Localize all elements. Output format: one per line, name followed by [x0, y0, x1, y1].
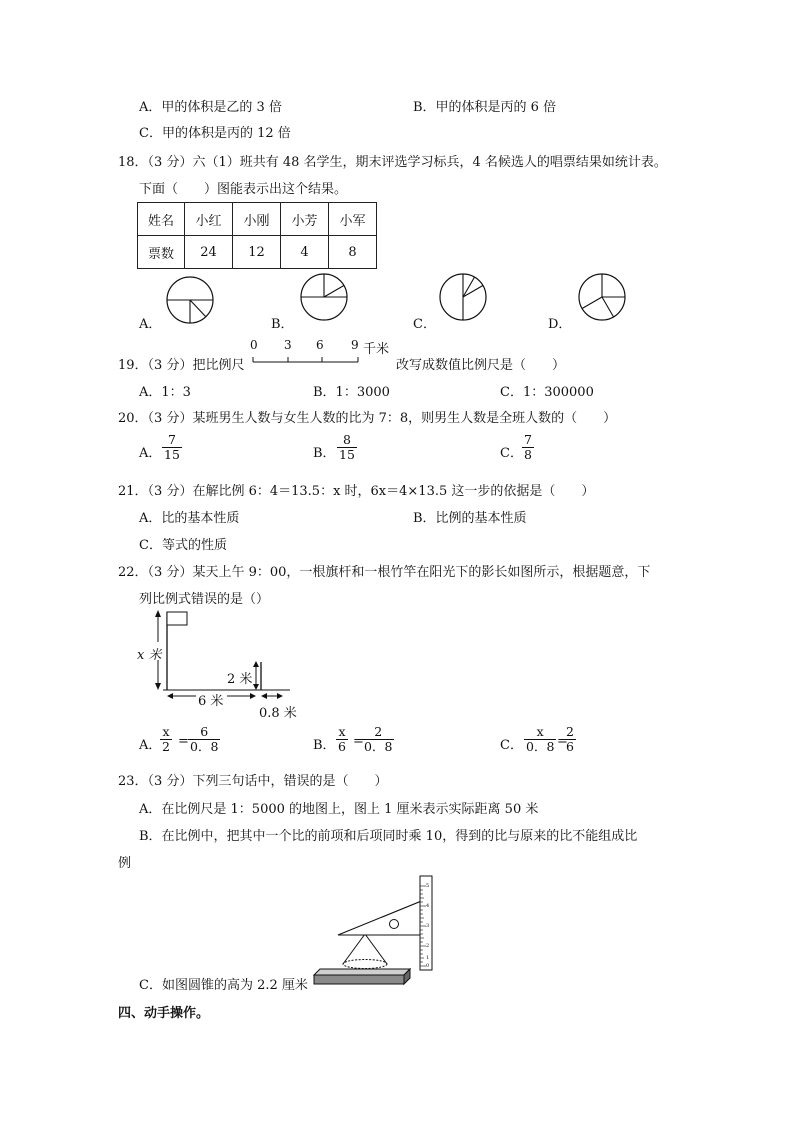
- denominator: 15: [164, 447, 180, 462]
- q22-option-b-left-fraction: [336, 725, 348, 754]
- denominator: 6: [566, 739, 574, 754]
- denominator: 0．8: [526, 739, 555, 754]
- q23-option-b: B．在比例中，把其中一个比的前项和后项同时乘 10，得到的比与原来的比不能组成比: [139, 829, 638, 844]
- table-cell-vote: 4: [281, 236, 329, 269]
- label-6-meters: 6 米: [198, 694, 224, 709]
- line-scale-bar: [250, 354, 362, 368]
- q21-option-c: C．等式的性质: [139, 538, 227, 553]
- table-cell-vote: 24: [185, 236, 233, 269]
- q22-option-b-label: B．: [313, 738, 336, 753]
- denominator: 2: [162, 739, 170, 754]
- q17-option-b: B．甲的体积是丙的 6 倍: [413, 100, 557, 115]
- table-row-label: 票数: [138, 236, 185, 269]
- q20-option-c-fraction: [522, 433, 534, 462]
- cone-measurement-diagram: [310, 872, 440, 987]
- label-x-meters: x 米: [137, 648, 162, 663]
- q22-option-c-label: C．: [500, 738, 523, 753]
- vote-table: [137, 202, 377, 269]
- q19-option-b: B．1：3000: [313, 385, 390, 400]
- numerator: x: [536, 724, 544, 739]
- ruler-mark-5: 5: [426, 883, 430, 889]
- numerator: 6: [200, 724, 209, 739]
- section-heading: 四、动手操作。: [118, 1006, 210, 1021]
- scale-tick-6: 6: [316, 338, 324, 352]
- numerator: 7: [167, 432, 176, 447]
- q22-option-c-left-fraction: [524, 725, 556, 754]
- q18-option-b-label: B．: [271, 317, 294, 332]
- q20-option-b-label: B．: [313, 446, 336, 461]
- q20-option-a-fraction: [162, 433, 182, 462]
- q20-option-b-fraction: [337, 433, 357, 462]
- q22-option-a-left-fraction: [160, 725, 172, 754]
- table-cell-name: 小芳: [281, 203, 329, 236]
- table-row: [138, 203, 377, 236]
- q17-option-a: A．甲的体积是乙的 3 倍: [139, 100, 282, 115]
- q22-stem-2: 列比例式错误的是（）: [139, 592, 270, 607]
- q22-option-a-right-fraction: [188, 725, 220, 754]
- pie-chart-c: [439, 273, 487, 321]
- q19-option-c: C．1：300000: [500, 385, 594, 400]
- equals-sign: =: [178, 734, 189, 749]
- table-cell-vote: 8: [329, 236, 377, 269]
- numerator: 8: [342, 432, 351, 447]
- q22-option-c-right-fraction: [564, 725, 576, 754]
- numerator: 7: [524, 432, 532, 447]
- q22-option-a-label: A．: [139, 738, 162, 753]
- q20-option-a-label: A．: [139, 446, 162, 461]
- table-header-label: 姓名: [138, 203, 185, 236]
- denominator: 6: [338, 739, 346, 754]
- q20-option-c-label: C．: [500, 446, 523, 461]
- q23-stem: 23．（3 分）下列三句话中，错误的是（ ）: [118, 774, 388, 789]
- ruler-mark-1: 1: [426, 955, 430, 961]
- label-0-8-meters: 0.8 米: [259, 706, 297, 721]
- scale-tick-9: 9: [351, 338, 359, 352]
- scale-unit: 千米: [363, 342, 390, 357]
- q18-option-a-label: A．: [139, 317, 162, 332]
- q18-option-d-label: D．: [548, 317, 572, 332]
- q18-stem-2: 下面（ ）图能表示出这个结果。: [139, 182, 348, 197]
- scale-tick-0: 0: [250, 338, 258, 352]
- q17-option-c: C．甲的体积是丙的 12 倍: [139, 126, 291, 141]
- label-2-meters: 2 米: [227, 672, 253, 687]
- q18-option-c-label: C．: [413, 317, 436, 332]
- ruler-mark-0: 0: [426, 963, 430, 969]
- table-cell-name: 小红: [185, 203, 233, 236]
- denominator: 8: [524, 447, 532, 462]
- q21-stem: 21．（3 分）在解比例 6：4＝13.5：x 时，6x＝4×13.5 这一步的依据是（ ）: [118, 484, 595, 499]
- q21-option-a: A．比的基本性质: [139, 511, 240, 526]
- q23-option-b-continued: 例: [118, 856, 132, 871]
- q23-option-c: C．如图圆锥的高为 2.2 厘米: [139, 978, 308, 993]
- q19-stem-suffix: 改写成数值比例尺是（ ）: [396, 358, 566, 373]
- table-row: [138, 236, 377, 269]
- denominator: 15: [339, 447, 355, 462]
- ruler-mark-4: 4: [426, 903, 430, 909]
- numerator: x: [162, 724, 170, 739]
- scale-tick-3: 3: [284, 338, 292, 352]
- equals-sign: =: [557, 734, 568, 749]
- table-cell-vote: 12: [233, 236, 281, 269]
- table-cell-name: 小军: [329, 203, 377, 236]
- table-cell-name: 小刚: [233, 203, 281, 236]
- denominator: 0．8: [190, 739, 219, 754]
- q20-stem: 20．（3 分）某班男生人数与女生人数的比为 7：8，则男生人数是全班人数的（ ）: [118, 411, 617, 426]
- denominator: 0．8: [364, 739, 393, 754]
- equals-sign: =: [353, 734, 364, 749]
- numerator: x: [338, 724, 346, 739]
- q19-option-a: A．1：3: [139, 385, 191, 400]
- ruler-mark-2: 2: [426, 943, 430, 949]
- q21-option-b: B．比例的基本性质: [413, 511, 527, 526]
- pie-chart-a: [166, 276, 214, 324]
- q22-stem: 22．（3 分）某天上午 9：00，一根旗杆和一根竹竿在阳光下的影长如图所示，根据题意，下: [118, 565, 651, 580]
- numerator: 2: [374, 724, 383, 739]
- numerator: 2: [566, 724, 574, 739]
- q23-option-a: A．在比例尺是 1：5000 的地图上，图上 1 厘米表示实际距离 50 米: [139, 802, 539, 817]
- ruler-mark-3: 3: [426, 923, 430, 929]
- pie-chart-d: [578, 273, 626, 321]
- q18-stem: 18．（3 分）六（1）班共有 48 名学生，期末评选学习标兵，4 名候选人的唱票结果如统计表。: [118, 155, 667, 170]
- q19-stem-prefix: 19．（3 分）把比例尺: [118, 358, 245, 373]
- q22-option-b-right-fraction: [362, 725, 394, 754]
- pie-chart-b: [300, 273, 348, 321]
